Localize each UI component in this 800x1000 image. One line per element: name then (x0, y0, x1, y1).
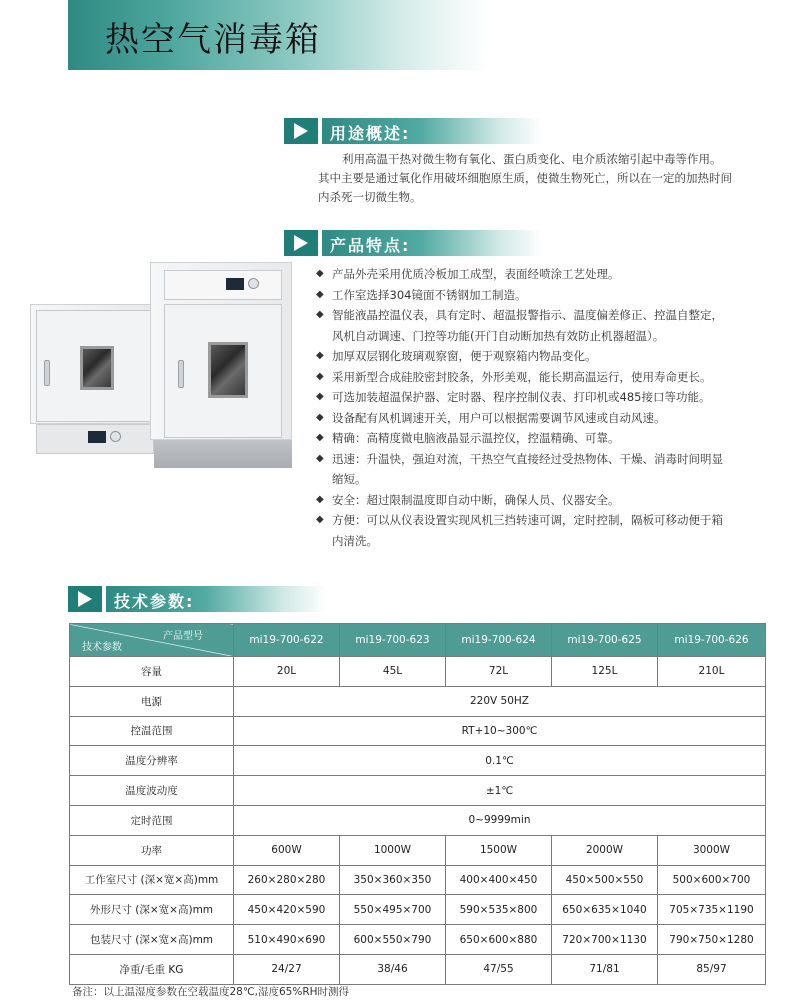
corner-model-label: 产品型号 (163, 631, 203, 642)
model-header: mi19-700-624 (446, 624, 552, 657)
value-cell: 125L (552, 657, 658, 687)
row-label: 包装尺寸 (深×宽×高)mm (70, 925, 234, 955)
feature-text: 精确：高精度微电脑液晶显示温控仪，控温精确、可靠。 (332, 431, 620, 445)
footnote: 备注：以上温湿度参数在空载温度28℃,湿度65%RH时测得 (72, 986, 350, 998)
play-arrow-icon (68, 586, 102, 612)
model-header: mi19-700-622 (234, 624, 340, 657)
value-cell: 650×600×880 (446, 925, 552, 955)
features-list (316, 264, 776, 551)
table-row (70, 925, 766, 955)
value-cell: 350×360×350 (340, 865, 446, 895)
merged-value-cell: ±1℃ (234, 776, 766, 806)
value-cell: 24/27 (234, 954, 340, 984)
value-cell: 45L (340, 657, 446, 687)
value-cell: 85/97 (658, 954, 766, 984)
value-cell: 790×750×1280 (658, 925, 766, 955)
table-row (70, 776, 766, 806)
small-oven-window (80, 346, 114, 390)
table-row (70, 895, 766, 925)
large-oven-image (150, 262, 292, 472)
features-heading: 产品特点: (330, 236, 411, 255)
model-header: mi19-700-625 (552, 624, 658, 657)
table-row (70, 716, 766, 746)
feature-item (316, 469, 776, 490)
large-oven-handle (178, 360, 184, 388)
diamond-bullet-icon: ◆ (316, 288, 324, 300)
usage-section-header (284, 118, 544, 144)
table-row (70, 865, 766, 895)
feature-text: 安全：超过限制温度即自动中断，确保人员、仪器安全。 (332, 492, 620, 507)
feature-item (316, 408, 776, 429)
feature-text: 工作室选择304镜面不锈钢加工制造。 (332, 287, 527, 302)
diamond-bullet-icon: ◆ (316, 514, 324, 525)
feature-text: 采用新型合成硅胶密封胶条，外形美观，能长期高温运行，使用寿命更长。 (332, 369, 712, 384)
merged-value-cell: 0.1℃ (234, 746, 766, 776)
merged-value-cell: RT+10~300℃ (234, 716, 766, 746)
feature-item (316, 449, 776, 470)
value-cell: 650×635×1040 (552, 895, 658, 925)
value-cell: 72L (446, 657, 552, 687)
large-oven-knob-icon (248, 278, 259, 289)
diamond-bullet-icon: ◆ (316, 391, 324, 402)
value-cell: 1000W (340, 835, 446, 865)
small-oven-handle (44, 360, 50, 386)
row-label: 外形尺寸 (深×宽×高)mm (70, 895, 234, 925)
value-cell: 590×535×800 (446, 895, 552, 925)
merged-value-cell: 220V 50HZ (234, 686, 766, 716)
diamond-bullet-icon: ◆ (316, 432, 324, 443)
play-arrow-icon (284, 118, 318, 144)
feature-text: 设备配有风机调速开关，用户可以根据需要调节风速或自动风速。 (332, 410, 666, 425)
corner-param-label: 技术参数 (82, 642, 122, 653)
feature-text: 迅速：升温快，强迫对流，干热空气直接经过受热物体、干燥、消毒时间明显 (332, 451, 723, 466)
value-cell: 2000W (552, 835, 658, 865)
large-oven-window (208, 342, 248, 398)
value-cell: 705×735×1190 (658, 895, 766, 925)
small-oven-display (88, 431, 106, 443)
specs-section-header (68, 586, 328, 612)
small-oven-image (30, 296, 160, 456)
feature-item (316, 428, 776, 449)
feature-item (316, 387, 776, 408)
feature-item (316, 531, 776, 552)
value-cell: 510×490×690 (234, 925, 340, 955)
feature-text: 智能液晶控温仪表，具有定时、超温报警指示、温度偏差修正、控温自整定， (332, 308, 723, 322)
diamond-bullet-icon: ◆ (316, 268, 324, 279)
diamond-bullet-icon: ◆ (316, 350, 324, 361)
usage-text-line3: 内杀死一切微生物。 (318, 190, 422, 204)
value-cell: 400×400×450 (446, 865, 552, 895)
value-cell: 1500W (446, 835, 552, 865)
value-cell: 210L (658, 657, 766, 687)
row-label: 温度波动度 (70, 776, 234, 806)
value-cell: 47/55 (446, 954, 552, 984)
row-label: 功率 (70, 835, 234, 865)
feature-text: 方便：可以从仪表设置实现风机三挡转速可调，定时控制，隔板可移动便于箱 (332, 513, 723, 527)
table-row (70, 657, 766, 687)
value-cell: 20L (234, 657, 340, 687)
diamond-bullet-icon: ◆ (316, 452, 324, 464)
feature-text: 内清洗。 (332, 533, 378, 548)
row-label: 控温范围 (70, 716, 234, 746)
feature-item (316, 367, 776, 388)
specs-heading: 技术参数: (114, 592, 195, 611)
feature-item (316, 285, 776, 306)
usage-text-line2: 其中主要是通过氧化作用破坏细胞原生质，使微生物死亡，所以在一定的加热时间 (318, 171, 732, 185)
model-header: mi19-700-626 (658, 624, 766, 657)
diamond-bullet-icon: ◆ (316, 493, 324, 505)
spec-corner-cell (70, 624, 234, 657)
value-cell: 3000W (658, 835, 766, 865)
value-cell: 500×600×700 (658, 865, 766, 895)
large-oven-base (154, 440, 292, 468)
feature-item (316, 510, 776, 531)
value-cell: 450×500×550 (552, 865, 658, 895)
table-row (70, 954, 766, 984)
feature-item (316, 490, 776, 511)
diamond-bullet-icon: ◆ (316, 370, 324, 382)
value-cell: 600W (234, 835, 340, 865)
diamond-bullet-icon: ◆ (316, 411, 324, 423)
row-label: 电源 (70, 686, 234, 716)
feature-text: 风机自动调速、门控等功能(开门自动断加热有效防止机器超温）。 (332, 328, 665, 343)
value-cell: 38/46 (340, 954, 446, 984)
value-cell: 550×495×700 (340, 895, 446, 925)
value-cell: 600×550×790 (340, 925, 446, 955)
row-label: 净重/毛重 KG (70, 954, 234, 984)
usage-heading: 用途概述: (330, 124, 411, 143)
spec-header-row (70, 624, 766, 657)
feature-text: 加厚双层钢化玻璃观察窗，便于观察箱内物品变化。 (332, 349, 597, 363)
small-oven-knob-icon (110, 431, 121, 442)
table-row (70, 686, 766, 716)
value-cell: 260×280×280 (234, 865, 340, 895)
usage-text-line1: 利用高温干热对微生物有氧化、蛋白质变化、电介质浓缩引起中毒等作用。 (342, 152, 722, 166)
merged-value-cell: 0~9999min (234, 805, 766, 835)
table-row (70, 746, 766, 776)
value-cell: 450×420×590 (234, 895, 340, 925)
feature-item (316, 305, 776, 326)
play-arrow-icon (284, 230, 318, 256)
row-label: 温度分辨率 (70, 746, 234, 776)
diamond-bullet-icon: ◆ (316, 309, 324, 320)
feature-text: 可选加装超温保护器、定时器、程序控制仪表、打印机或485接口等功能。 (332, 390, 711, 404)
feature-item (316, 346, 776, 367)
large-oven-display (226, 278, 244, 290)
table-row (70, 805, 766, 835)
feature-item (316, 326, 776, 347)
features-section-header (284, 230, 544, 256)
value-cell: 71/81 (552, 954, 658, 984)
feature-text: 产品外壳采用优质冷板加工成型，表面经喷涂工艺处理。 (332, 267, 620, 281)
page-title: 热空气消毒箱 (105, 20, 321, 60)
row-label: 工作室尺寸 (深×宽×高)mm (70, 865, 234, 895)
large-oven-control-panel (164, 270, 282, 300)
row-label: 容量 (70, 657, 234, 687)
row-label: 定时范围 (70, 805, 234, 835)
table-row (70, 835, 766, 865)
feature-item (316, 264, 776, 285)
spec-table (69, 623, 766, 985)
model-header: mi19-700-623 (340, 624, 446, 657)
feature-text: 缩短。 (332, 472, 367, 486)
value-cell: 720×700×1130 (552, 925, 658, 955)
